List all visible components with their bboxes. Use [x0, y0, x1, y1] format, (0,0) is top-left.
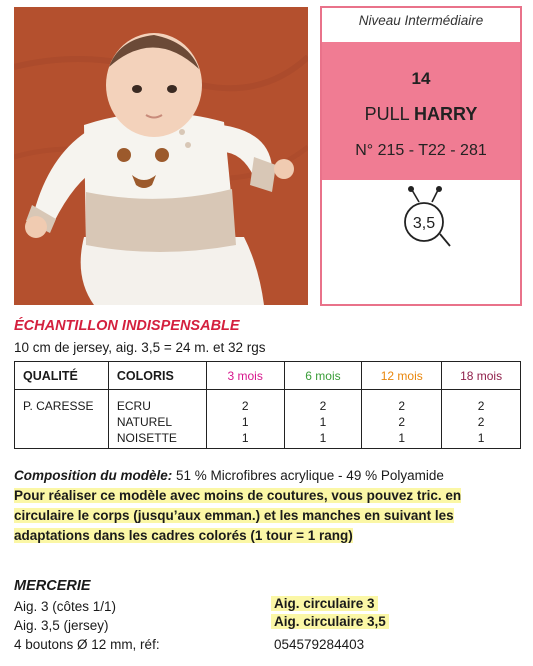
- pattern-info-card: [320, 6, 522, 306]
- circular-knitting-note: [14, 486, 524, 546]
- pattern-references: N° 215 - T22 - 281: [355, 142, 487, 159]
- qty-3-months: 2 1 1: [206, 390, 284, 449]
- color-naturel: NATUREL: [116, 415, 173, 429]
- qty-12-months: 2 2 1: [362, 390, 442, 449]
- mercerie-item-right: Aig. circulaire 3: [271, 596, 378, 611]
- header-12-months: 12 mois: [362, 362, 442, 390]
- sample-title: ÉCHANTILLON INDISPENSABLE: [14, 318, 240, 334]
- table-row: [15, 390, 521, 449]
- mercerie-title: MERCERIE: [14, 578, 91, 594]
- knitting-needle-icon: [394, 184, 458, 254]
- needle-size-label: 3,5: [412, 215, 436, 232]
- note-line: adaptations dans les cadres colorés (1 tour = 1 rang): [14, 528, 353, 543]
- yarn-table: [14, 361, 521, 449]
- mercerie-item-left: Aig. 3 (côtes 1/1): [14, 599, 117, 614]
- note-line: circulaire le corps (jusqu’aux emman.) et les manches en suivant les: [14, 508, 454, 523]
- header-6-months: 6 mois: [284, 362, 362, 390]
- header-colors: COLORIS: [108, 362, 206, 390]
- product-photo: [14, 7, 308, 305]
- header-3-months: 3 mois: [206, 362, 284, 390]
- qty-18-months: 2 2 1: [442, 390, 521, 449]
- button-reference: 054579284403: [274, 637, 365, 652]
- color-ecru: ECRU: [116, 399, 151, 413]
- header-18-months: 18 mois: [442, 362, 521, 390]
- composition-label: Composition du modèle:: [14, 468, 173, 483]
- pattern-title-band: [322, 42, 520, 180]
- header-quality: QUALITÉ: [15, 362, 109, 390]
- mercerie-item-left: 4 boutons Ø 12 mm, réf:: [14, 637, 160, 652]
- table-header-row: [15, 362, 521, 390]
- note-line: Pour réaliser ce modèle avec moins de coutures, vous pouvez tric. en: [14, 488, 462, 503]
- composition-line: [14, 466, 524, 485]
- pattern-name-prefix: PULL: [364, 104, 414, 124]
- mercerie-item-left: Aig. 3,5 (jersey): [14, 618, 109, 633]
- pattern-name-bold: HARRY: [414, 104, 478, 124]
- quality-cell: P. CARESSE: [15, 390, 109, 449]
- qty-6-months: 2 1 1: [284, 390, 362, 449]
- color-noisette: NOISETTE: [116, 431, 177, 445]
- colors-cell: [108, 390, 206, 449]
- pattern-number: 14: [411, 69, 431, 88]
- baby-sweater-illustration: [14, 7, 308, 305]
- mercerie-item-right: Aig. circulaire 3,5: [271, 614, 389, 629]
- gauge-text: 10 cm de jersey, aig. 3,5 = 24 m. et 32 rgs: [14, 340, 266, 355]
- composition-text: 51 % Microfibres acrylique - 49 % Polyamide: [172, 468, 444, 483]
- difficulty-level: Niveau Intermédiaire: [358, 13, 484, 28]
- pattern-name: [322, 104, 520, 125]
